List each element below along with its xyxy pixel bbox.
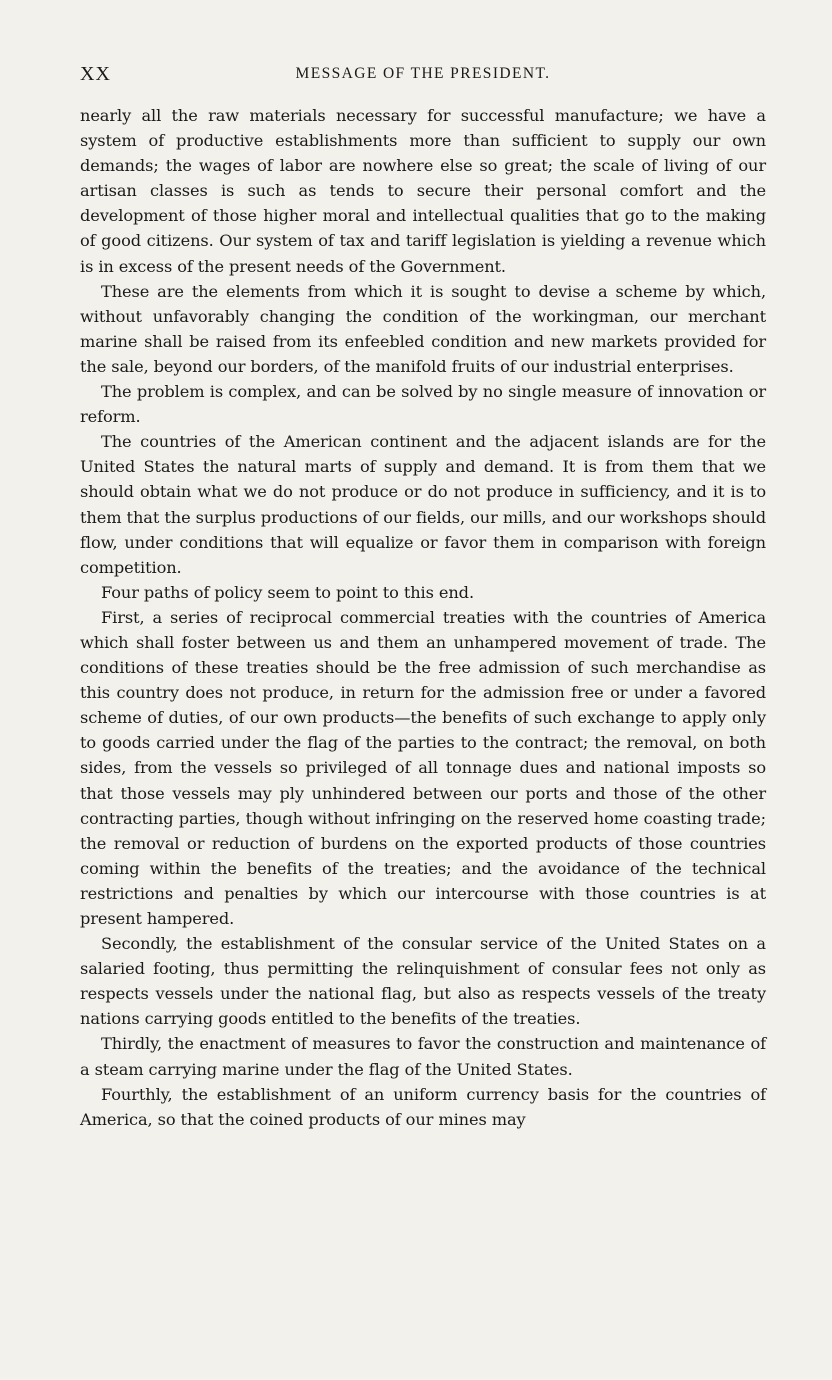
paragraph-problem: The problem is complex, and can be solved by no single measure of innovation or reform.	[80, 382, 766, 427]
paragraph-elements: These are the elements from which it is sought to devise a scheme by which, without unfavorably changing the condition of the workingman, our merchant marine shall be raised from its enfeebled condition and new markets provided for the sale, beyond our borders, of the manifold fruits of our industrial enterprises.	[80, 281, 766, 376]
page-number: XX	[80, 63, 111, 85]
paragraph-thirdly: Thirdly, the enactment of measures to favor the construction and maintenance of a steam carrying marine under the flag of the United States.	[80, 1034, 766, 1079]
paragraph-continuation: nearly all the raw materials necessary for successful manufacture; we have a system of productive establishments more than sufficient to supply our own demands; the wages of labor are nowhere else so great; the scale of living of our artisan classes is such as tends to secure their personal comfort and the development of those higher moral and intellectual qualities that go to the making of good citizens. Our system of tax and tariff legislation is yielding a revenue which is in excess of the present needs of the Government.	[80, 106, 766, 276]
body-text	[80, 103, 766, 1132]
paragraph-first: First, a series of reciprocal commercial treaties with the countries of America which shall foster between us and them an unhampered movement of trade. The conditions of these treaties should be the free admission of such merchandise as this country does not produce, in return for the admission free or under a favored scheme of duties, of our own products—the benefits of such exchange to apply only to goods carried under the flag of the parties to the contract; the removal, on both sides, from the vessels so privileged of all tonnage dues and national imposts so that those vessels may ply unhindered between our ports and those of the other contracting parties, though without infringing on the reserved home coasting trade; the removal or reduction of burdens on the exported products of those countries coming within the benefits of the treaties; and the avoidance of the technical restrictions and penalties by which our intercourse with those countries is at present hampered.	[80, 607, 766, 928]
paragraph-fourthly: Fourthly, the establishment of an uniform currency basis for the countries of America, so that the coined products of our mines may	[80, 1084, 766, 1129]
paragraph-countries: The countries of the American continent and the adjacent islands are for the United States the natural marts of supply and demand. It is from them that we should obtain what we do not produce or do not produce in sufficiency, and it is to them that the surplus productions of our fields, our mills, and our workshops should flow, under conditions that will equalize or favor them in comparison with foreign competition.	[80, 432, 766, 577]
running-title: MESSAGE OF THE PRESIDENT.	[295, 65, 551, 82]
paragraph-secondly: Secondly, the establishment of the consular service of the United States on a salaried footing, thus permitting the relinquishment of consular fees not only as respects vessels under the national flag, but also as respects vessels of the treaty nations carrying goods entitled to the benefits of the treaties.	[80, 934, 766, 1029]
page-header	[80, 63, 766, 87]
paragraph-four-paths: Four paths of policy seem to point to this end.	[101, 582, 474, 602]
